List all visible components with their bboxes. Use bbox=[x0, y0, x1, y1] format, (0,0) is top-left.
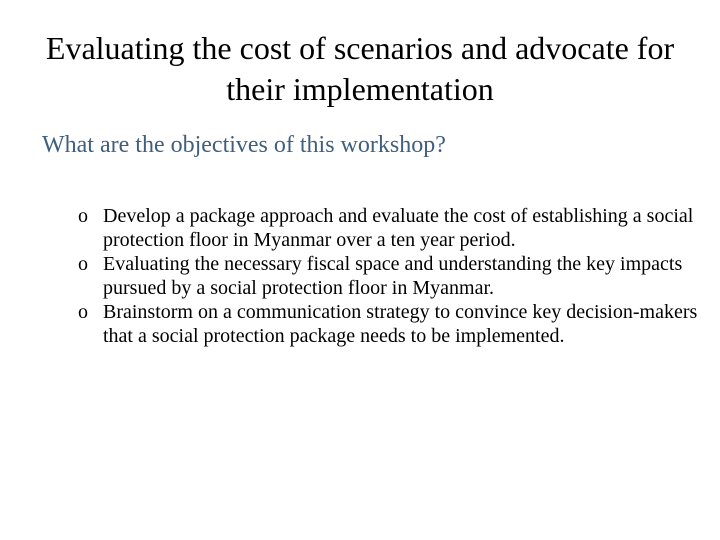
list-item-text: Evaluating the necessary fiscal space and understanding the key impacts pursued by a social protection floor in Myanmar. bbox=[103, 253, 683, 299]
list-item-text: Develop a package approach and evaluate the cost of establishing a social protection floor in Myanmar over a ten year period. bbox=[103, 205, 694, 251]
objectives-list bbox=[78, 204, 698, 348]
list-item bbox=[78, 204, 698, 252]
list-item bbox=[78, 300, 698, 348]
slide-subtitle: What are the objectives of this workshop? bbox=[42, 132, 446, 158]
hollow-circle-bullet-icon: o bbox=[78, 205, 88, 227]
hollow-circle-bullet-icon: o bbox=[78, 301, 88, 323]
hollow-circle-bullet-icon: o bbox=[78, 253, 88, 275]
list-item-text: Brainstorm on a communication strategy to convince key decision-makers that a social protection package needs to be implemented. bbox=[103, 301, 698, 347]
list-item bbox=[78, 252, 698, 300]
slide-title: Evaluating the cost of scenarios and advocate for their implementation bbox=[45, 30, 675, 107]
